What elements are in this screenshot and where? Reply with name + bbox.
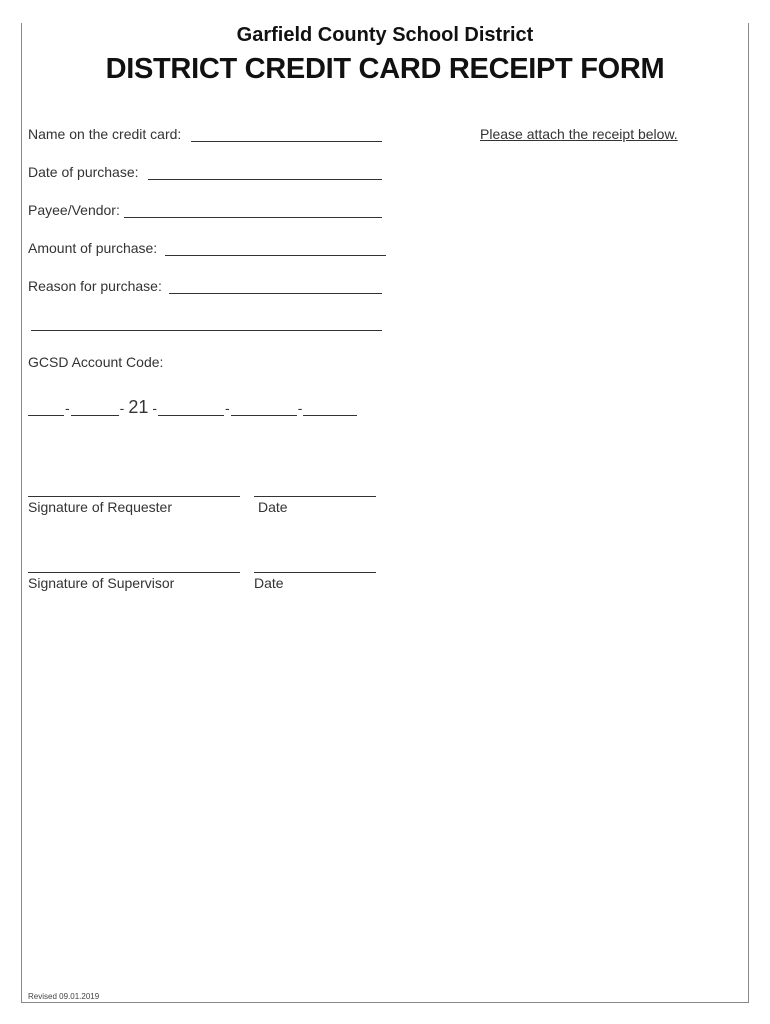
reason-for-purchase-label: Reason for purchase: — [28, 278, 162, 294]
account-code-separator: - — [297, 400, 303, 416]
account-code-segment-4[interactable] — [231, 401, 297, 416]
supervisor-signature-label: Signature of Supervisor — [28, 575, 175, 591]
account-code-segment-2[interactable] — [71, 401, 119, 416]
reason-for-purchase-continuation[interactable] — [31, 330, 382, 331]
payee-vendor-field[interactable] — [124, 217, 382, 218]
requester-signature-line[interactable] — [28, 496, 240, 497]
name-on-card-label: Name on the credit card: — [28, 126, 182, 142]
revision-date: Revised 09.01.2019 — [28, 992, 100, 1001]
account-code-fixed-segment: 21 — [128, 397, 149, 417]
reason-for-purchase-field[interactable] — [169, 293, 382, 294]
account-code-separator: - — [225, 400, 230, 416]
requester-date-label: Date — [258, 499, 288, 515]
date-of-purchase-field[interactable] — [148, 179, 382, 180]
account-code-separator: - — [119, 400, 125, 416]
account-code-separator: - — [152, 400, 158, 416]
requester-date-line[interactable] — [254, 496, 376, 497]
account-code-segment-3[interactable] — [158, 401, 224, 416]
attach-receipt-note: Please attach the receipt below. — [480, 126, 678, 142]
date-of-purchase-label: Date of purchase: — [28, 164, 139, 180]
account-code-segment-1[interactable] — [28, 401, 64, 416]
account-code-row — [28, 398, 357, 416]
form-title: DISTRICT CREDIT CARD RECEIPT FORM — [105, 53, 665, 85]
district-name: Garfield County School District — [236, 24, 534, 46]
amount-of-purchase-field[interactable] — [165, 255, 386, 256]
supervisor-date-label: Date — [254, 575, 284, 591]
account-code-separator: - — [65, 400, 70, 416]
supervisor-signature-line[interactable] — [28, 572, 240, 573]
payee-vendor-label: Payee/Vendor: — [28, 202, 120, 218]
account-code-label: GCSD Account Code: — [28, 354, 164, 370]
supervisor-date-line[interactable] — [254, 572, 376, 573]
account-code-segment-5[interactable] — [303, 401, 357, 416]
amount-of-purchase-label: Amount of purchase: — [28, 240, 158, 256]
name-on-card-field[interactable] — [191, 141, 382, 142]
requester-signature-label: Signature of Requester — [28, 499, 172, 515]
